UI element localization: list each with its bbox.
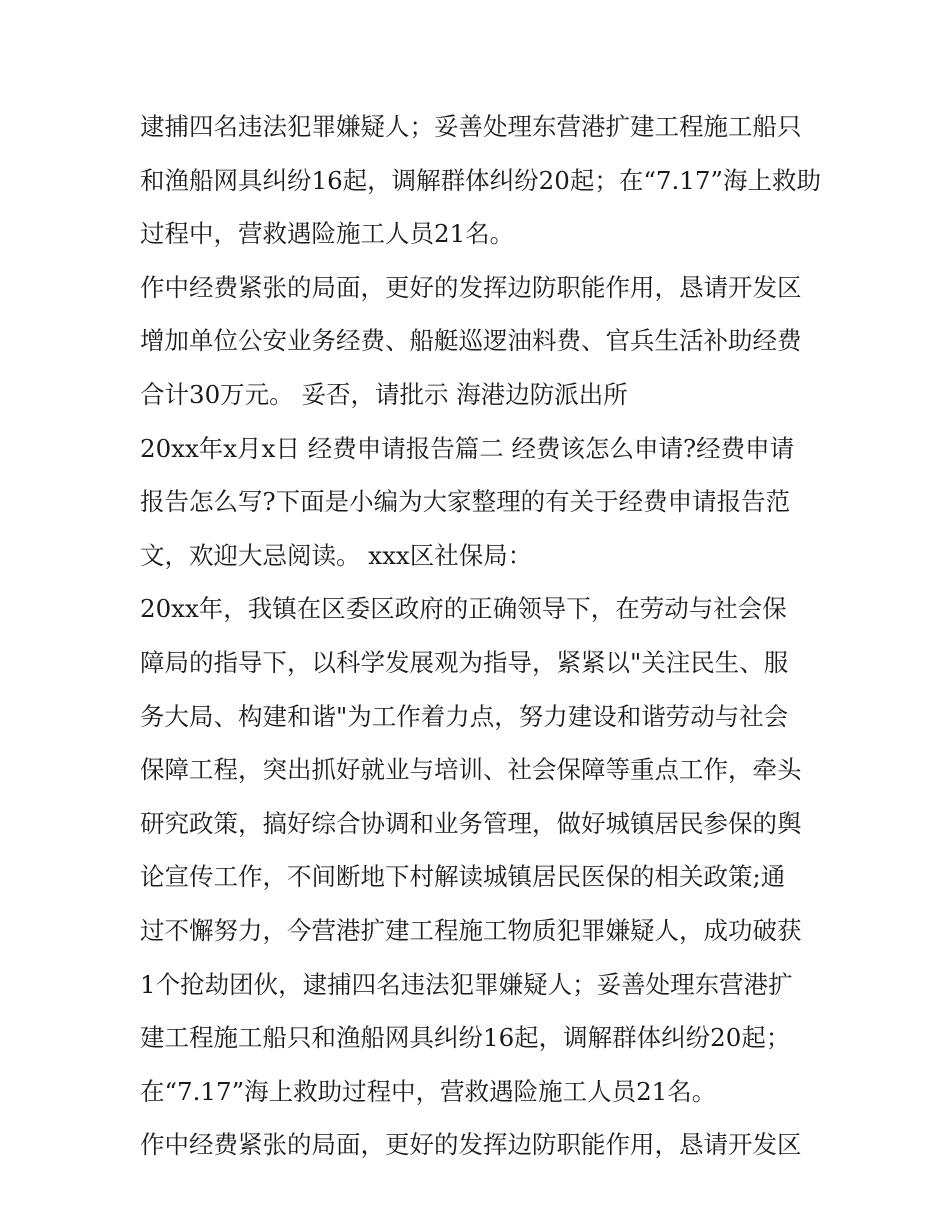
document-body [140,100,830,1172]
text-line: 合计30万元。 妥否，请批示 海港边防派出所 [140,379,628,409]
text-line: 过程中，营救遇险施工人员21名。 [140,219,515,249]
text-line: 20xx年x月x日 经费申请报告篇二 经费该怎么申请?经费申请 [140,433,795,463]
text-line: 文，欢迎大忌阅读。 xxx区社保局： [140,540,533,570]
text-line: 过不懈努力，今营港扩建工程施工物质犯罪嫌疑人，成功破获 [140,915,802,945]
text-line: 报告怎么写?下面是小编为大家整理的有关于经费申请报告范 [140,487,791,517]
text-line: 保障工程，突出抓好就业与培训、社会保障等重点工作，牵头 [140,755,802,785]
text-line: 逮捕四名违法犯罪嫌疑人；妥善处理东营港扩建工程施工船只 [140,112,802,141]
text-line: 作中经费紧张的局面，更好的发挥边防职能作用，恳请开发区 [140,1130,802,1160]
text-line: 务大局、构建和谐"为工作着力点，努力建设和谐劳动与社会 [140,701,789,731]
text-line: 障局的指导下，以科学发展观为指导，紧紧以"关注民生、服 [140,647,789,677]
text-line: 增加单位公安业务经费、船艇巡逻油料费、官兵生活补助经费 [140,326,802,356]
text-line: 论宣传工作，不间断地下村解读城镇居民医保的相关政策;通 [140,862,786,892]
text-line: 和渔船网具纠纷16起，调解群体纠纷20起；在“7.17”海上救助 [140,165,821,195]
text-line: 研究政策，搞好综合协调和业务管理，做好城镇居民参保的舆 [140,808,802,838]
text-line: 1个抢劫团伙，逮捕四名违法犯罪嫌疑人；妥善处理东营港扩 [140,969,793,999]
text-line: 在“7.17”海上救助过程中，营救遇险施工人员21名。 [140,1076,717,1106]
text-line: 20xx年，我镇在区委区政府的正确领导下，在劳动与社会保 [140,594,787,624]
text-line: 作中经费紧张的局面，更好的发挥边防职能作用，恳请开发区 [140,272,802,302]
text-line: 建工程施工船只和渔船网具纠纷16起，调解群体纠纷20起； [140,1023,791,1053]
